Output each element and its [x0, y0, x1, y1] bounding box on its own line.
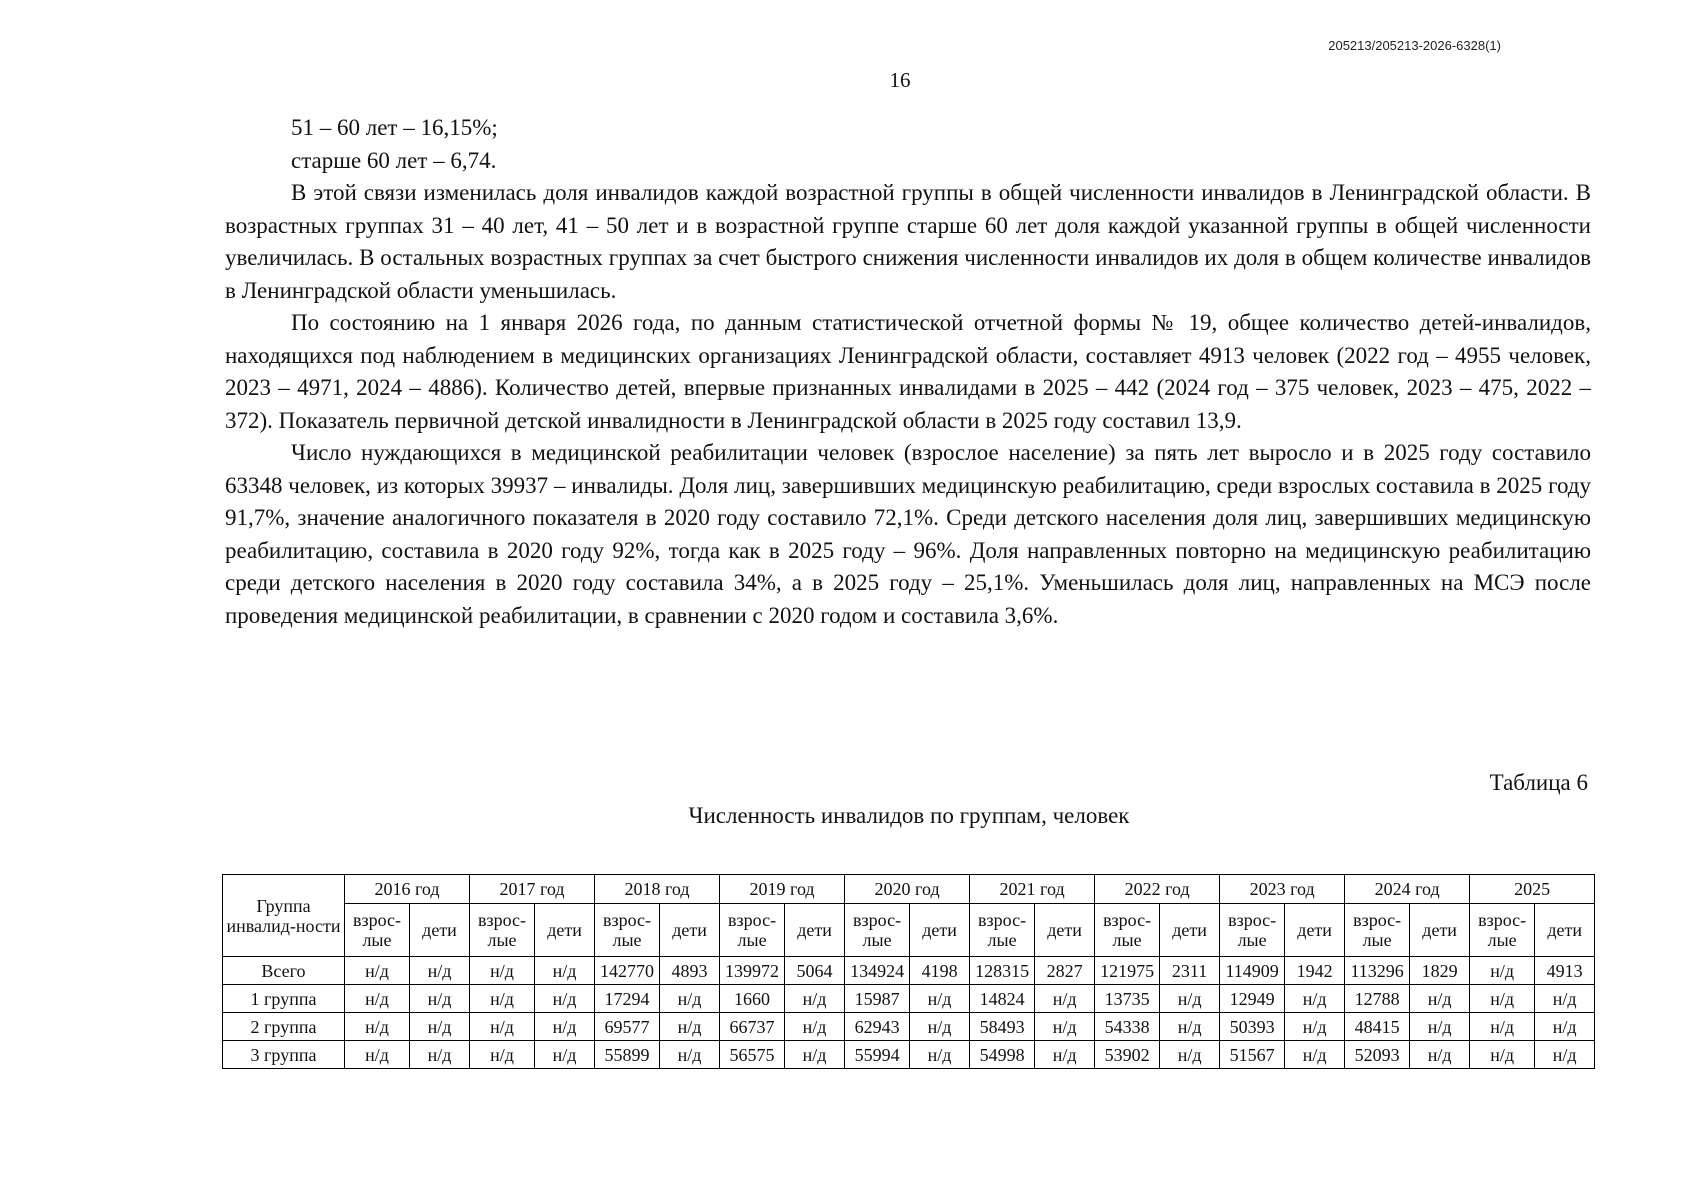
document-id: 205213/205213-2026-6328(1): [1328, 38, 1501, 53]
table-cell: н/д: [1470, 1013, 1535, 1041]
table-cell: н/д: [535, 1013, 595, 1041]
table-cell: н/д: [470, 1013, 535, 1041]
table-cell: н/д: [1285, 1041, 1345, 1069]
table-cell: 62943: [845, 1013, 910, 1041]
table-cell: н/д: [535, 985, 595, 1013]
children-subheader: дети: [1160, 904, 1220, 957]
table-cell: 5064: [785, 957, 845, 985]
table-cell: н/д: [660, 1013, 720, 1041]
children-subheader: дети: [785, 904, 845, 957]
table-cell: 1942: [1285, 957, 1345, 985]
table-cell: н/д: [785, 985, 845, 1013]
children-subheader: дети: [910, 904, 970, 957]
table-cell: н/д: [1160, 1013, 1220, 1041]
table-cell: 2311: [1160, 957, 1220, 985]
table-cell: 114909: [1220, 957, 1285, 985]
table-cell: 134924: [845, 957, 910, 985]
table-cell: н/д: [470, 1041, 535, 1069]
year-header: 2022 год: [1095, 875, 1220, 904]
table-cell: 17294: [595, 985, 660, 1013]
group-cell: 2 группа: [223, 1013, 345, 1041]
table-cell: 54998: [970, 1041, 1035, 1069]
table-cell: н/д: [410, 957, 470, 985]
adults-subheader: взрос-лые: [595, 904, 660, 957]
table-cell: н/д: [1035, 1041, 1095, 1069]
year-header: 2020 год: [845, 875, 970, 904]
table-cell: 113296: [1345, 957, 1410, 985]
table-cell: н/д: [1160, 1041, 1220, 1069]
group-cell: 1 группа: [223, 985, 345, 1013]
year-header: 2019 год: [720, 875, 845, 904]
table-cell: 51567: [1220, 1041, 1285, 1069]
paragraph: Число нуждающихся в медицинской реабилитации человек (взрослое население) за пять лет выросло и в 2025 году составило 63348 человек, из которых 39937 – инвалиды. Доля лиц, завершивших медицинскую реабилитацию, среди взрослых составила в 2025 году 91,7%, значение аналогичного показателя в 2020 году составило 72,1%. Среди детского населения доля лиц, завершивших медицинскую реабилитацию, составила в 2020 году 92%, тогда как в 2025 году – 96%. Доля направленных повторно на медицинскую реабилитацию среди детского населения в 2020 году составила 34%, а в 2025 году – 25,1%. Уменьшилась доля лиц, направленных на МСЭ после проведения медицинской реабилитации, в сравнении с 2020 годом и составила 3,6%.: [225, 440, 1591, 628]
children-subheader: дети: [1535, 904, 1595, 957]
table-cell: 4198: [910, 957, 970, 985]
table-cell: н/д: [535, 1041, 595, 1069]
adults-subheader: взрос-лые: [1345, 904, 1410, 957]
table-cell: н/д: [470, 957, 535, 985]
table-cell: н/д: [910, 1041, 970, 1069]
table-cell: 15987: [845, 985, 910, 1013]
year-header: 2024 год: [1345, 875, 1470, 904]
table-cell: н/д: [1160, 985, 1220, 1013]
year-header: 2021 год: [970, 875, 1095, 904]
adults-subheader: взрос-лые: [470, 904, 535, 957]
group-cell: 3 группа: [223, 1041, 345, 1069]
table-cell: н/д: [1410, 1041, 1470, 1069]
table-cell: 55994: [845, 1041, 910, 1069]
table-row: [223, 1041, 1595, 1069]
year-header: 2023 год: [1220, 875, 1345, 904]
table-cell: н/д: [1535, 1041, 1595, 1069]
year-header: 2017 год: [470, 875, 595, 904]
table-label: Таблица 6: [1489, 770, 1588, 795]
adults-subheader: взрос-лые: [970, 904, 1035, 957]
table-cell: 4913: [1535, 957, 1595, 985]
table-cell: н/д: [1470, 1041, 1535, 1069]
table-cell: 56575: [720, 1041, 785, 1069]
children-subheader: дети: [1035, 904, 1095, 957]
table-cell: н/д: [1035, 985, 1095, 1013]
year-header: 2016 год: [345, 875, 470, 904]
table-cell: 2827: [1035, 957, 1095, 985]
table-cell: 50393: [1220, 1013, 1285, 1041]
table-cell: 53902: [1095, 1041, 1160, 1069]
table-cell: н/д: [1535, 1013, 1595, 1041]
body-text: [225, 112, 1591, 632]
table-cell: 139972: [720, 957, 785, 985]
table-row: [223, 985, 1595, 1013]
table-cell: н/д: [470, 985, 535, 1013]
paragraph: старше 60 лет – 6,74.: [291, 147, 497, 173]
table-cell: 4893: [660, 957, 720, 985]
table-cell: 52093: [1345, 1041, 1410, 1069]
table-cell: н/д: [345, 957, 410, 985]
table-cell: н/д: [785, 1041, 845, 1069]
table-row: [223, 957, 1595, 985]
adults-subheader: взрос-лые: [720, 904, 785, 957]
paragraph: В этой связи изменилась доля инвалидов каждой возрастной группы в общей численности инвалидов в Ленинградской области. В возрастных группах 31 – 40 лет, 41 – 50 лет и в возрастной группе старше 60 лет доля каждой указанной группы в общей численности увеличилась. В остальных возрастных группах за счет быстрого снижения численности инвалидов их доля в общем количестве инвалидов в Ленинградской области уменьшилась.: [225, 180, 1591, 303]
table-cell: н/д: [1470, 957, 1535, 985]
table-cell: 121975: [1095, 957, 1160, 985]
table-cell: 69577: [595, 1013, 660, 1041]
table-cell: н/д: [410, 1041, 470, 1069]
table-row: [223, 1013, 1595, 1041]
adults-subheader: взрос-лые: [1095, 904, 1160, 957]
table-cell: н/д: [1285, 1013, 1345, 1041]
table-cell: 1660: [720, 985, 785, 1013]
children-subheader: дети: [535, 904, 595, 957]
table-cell: 58493: [970, 1013, 1035, 1041]
year-header: 2018 год: [595, 875, 720, 904]
adults-subheader: взрос-лые: [845, 904, 910, 957]
table-cell: 128315: [970, 957, 1035, 985]
table-cell: 12788: [1345, 985, 1410, 1013]
table-cell: 142770: [595, 957, 660, 985]
table-cell: н/д: [345, 985, 410, 1013]
table-cell: н/д: [1535, 985, 1595, 1013]
adults-subheader: взрос-лые: [1470, 904, 1535, 957]
table-cell: 66737: [720, 1013, 785, 1041]
table-cell: 48415: [1345, 1013, 1410, 1041]
children-subheader: дети: [1285, 904, 1345, 957]
table-cell: н/д: [785, 1013, 845, 1041]
group-header: Группа инвалид-ности: [223, 875, 345, 957]
table-cell: н/д: [1410, 1013, 1470, 1041]
table-cell: н/д: [1470, 985, 1535, 1013]
table-cell: 13735: [1095, 985, 1160, 1013]
paragraph: По состоянию на 1 января 2026 года, по данным статистической отчетной формы № 19, общее количество детей-инвалидов, находящихся под наблюдением в медицинских организациях Ленинградской области, составляет 4913 человек (2022 год – 4955 человек, 2023 – 4971, 2024 – 4886). Количество детей, впервые признанных инвалидами в 2025 – 442 (2024 год – 375 человек, 2023 – 475, 2022 – 372). Показатель первичной детской инвалидности в Ленинградской области в 2025 году составил 13,9.: [225, 310, 1591, 433]
year-header: 2025: [1470, 875, 1595, 904]
table-title: Численность инвалидов по группам, человек: [688, 803, 1130, 828]
children-subheader: дети: [660, 904, 720, 957]
table-cell: н/д: [410, 1013, 470, 1041]
table-cell: н/д: [1285, 985, 1345, 1013]
table-cell: 14824: [970, 985, 1035, 1013]
page-number: 16: [889, 68, 911, 92]
table-cell: н/д: [660, 985, 720, 1013]
table-cell: 54338: [1095, 1013, 1160, 1041]
table-cell: н/д: [660, 1041, 720, 1069]
table-cell: н/д: [1035, 1013, 1095, 1041]
group-cell: Всего: [223, 957, 345, 985]
adults-subheader: взрос-лые: [1220, 904, 1285, 957]
table-cell: н/д: [345, 1041, 410, 1069]
adults-subheader: взрос-лые: [345, 904, 410, 957]
paragraph: 51 – 60 лет – 16,15%;: [291, 115, 498, 140]
table-cell: н/д: [910, 1013, 970, 1041]
table-cell: 1829: [1410, 957, 1470, 985]
table-cell: н/д: [1410, 985, 1470, 1013]
children-subheader: дети: [1410, 904, 1470, 957]
table-cell: 12949: [1220, 985, 1285, 1013]
children-subheader: дети: [410, 904, 470, 957]
table-cell: н/д: [345, 1013, 410, 1041]
table-cell: н/д: [410, 985, 470, 1013]
disability-groups-table: [222, 874, 1595, 1069]
table-cell: н/д: [910, 985, 970, 1013]
table-cell: 55899: [595, 1041, 660, 1069]
table-cell: н/д: [535, 957, 595, 985]
